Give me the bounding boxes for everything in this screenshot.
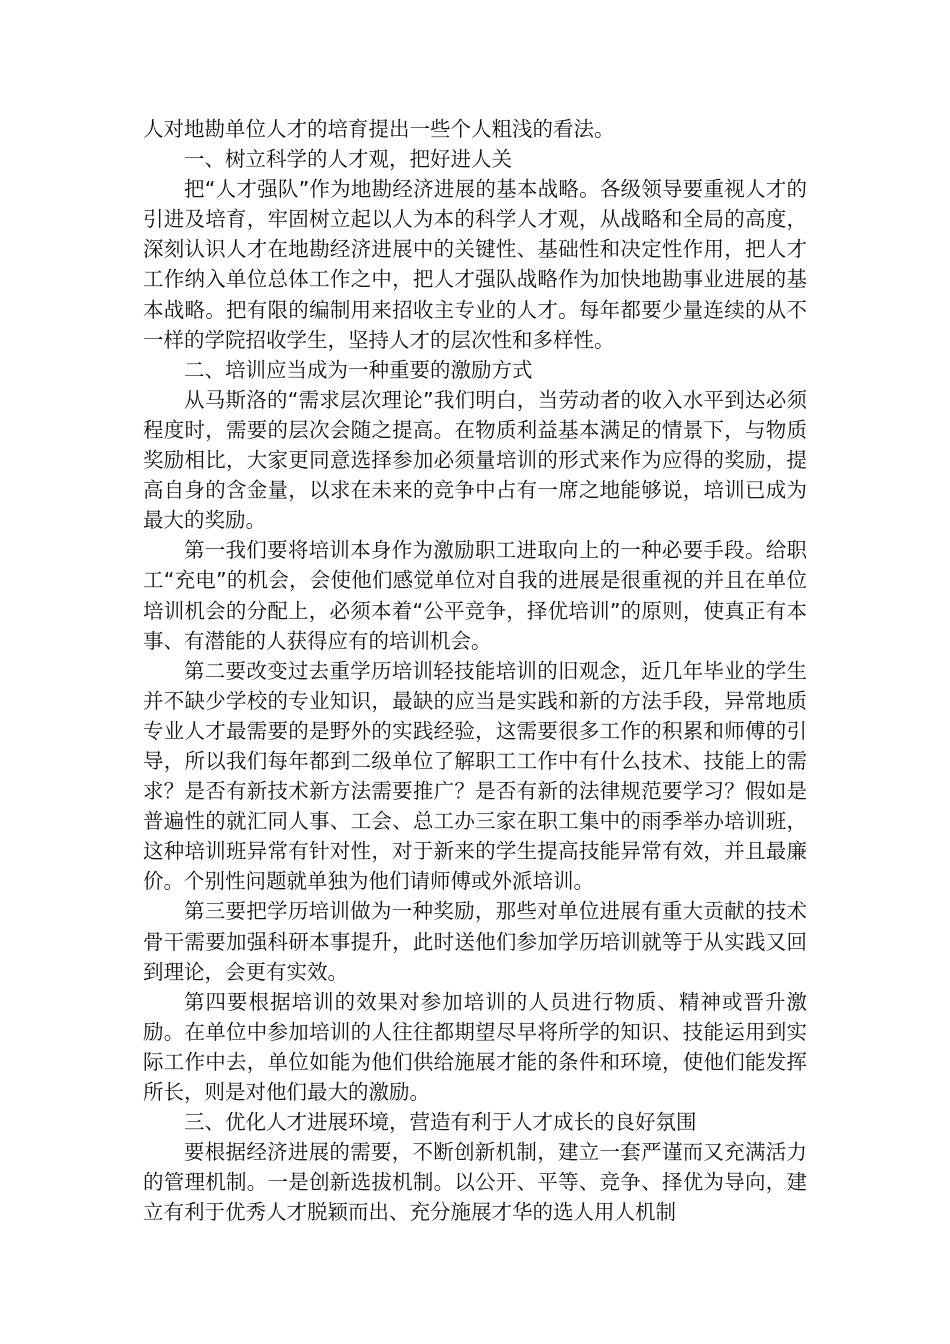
paragraph-first-point: 第一我们要将培训本身作为激励职工进取向上的一种必要手段。给职工“充电”的机会，会使他们感觉单位对自我的进展是很重视的并且在单位培训机会的分配上，必须本着“公平竞争，择优培训”的原则，使真正有本事、有潜能的人获得应有的培训机会。 bbox=[143, 538, 807, 653]
paragraph-fourth-point: 第四要根据培训的效果对参加培训的人员进行物质、精神或晋升激励。在单位中参加培训的人往往都期望尽早将所学的知识、技能运用到实际工作中去，单位如能为他们供给施展才能的条件和环境，使他们能发挥所长，则是对他们最大的激励。 bbox=[143, 989, 807, 1104]
paragraph-mechanism: 要根据经济进展的需要，不断创新机制，建立一套严谨而又充满活力的管理机制。一是创新选拔机制。以公开、平等、竞争、择优为导向，建立有利于优秀人才脱颖而出、充分施展才华的选人用人机制 bbox=[143, 1140, 807, 1225]
paragraph-talent-strategy: 把“人才强队”作为地勘经济进展的基本战略。各级领导要重视人才的引进及培育，牢固树立起以人为本的科学人才观，从战略和全局的高度，深刻认识人才在地勘经济进展中的关键性、基础性和决定性作用，把人才工作纳入单位总体工作之中，把人才强队战略作为加快地勘事业进展的基本战略。把有限的编制用来招收主专业的人才。每年都要少量连续的从不一样的学院招收学生，坚持人才的层次性和多样性。 bbox=[143, 177, 807, 352]
paragraph-intro-tail: 人对地勘单位人才的培育提出一些个人粗浅的看法。 bbox=[143, 117, 615, 141]
paragraph-third-point: 第三要把学历培训做为一种奖励，那些对单位进展有重大贡献的技术骨干需要加强科研本事提升，此时送他们参加学历培训就等于从实践又回到理论，会更有实效。 bbox=[143, 899, 807, 984]
heading-section-2: 二、培训应当成为一种重要的激励方式 bbox=[184, 357, 533, 382]
paragraph-second-point: 第二要改变过去重学历培训轻技能培训的旧观念，近几年毕业的学生并不缺少学校的专业知识，最缺的应当是实践和新的方法手段，异常地质专业人才最需要的是野外的实践经验，这需要很多工作的积累和师傅的引导，所以我们每年都到二级单位了解职工工作中有什么技术、技能上的需求？是否有新技术新方法需要推广？是否有新的法律规范要学习？假如是普遍性的就汇同人事、工会、总工办三家在职工集中的雨季举办培训班，这种培训班异常有针对性，对于新来的学生提高技能异常有效，并且最廉价。个别性问题就单独为他们请师傅或外派培训。 bbox=[143, 658, 807, 894]
heading-section-3: 三、优化人才进展环境，营造有利于人才成长的良好氛围 bbox=[184, 1110, 697, 1135]
paragraph-maslow: 从马斯洛的“需求层次理论”我们明白，当劳动者的收入水平到达必须程度时，需要的层次会随之提高。在物质利益基本满足的情景下，与物质奖励相比，大家更同意选择参加必须量培训的形式来作为应得的奖励，提高自身的含金量，以求在未来的竞争中占有一席之地能够说，培训已成为最大的奖励。 bbox=[143, 387, 807, 533]
document-body bbox=[143, 114, 807, 1227]
heading-section-1: 一、树立科学的人才观，把好进人关 bbox=[184, 147, 512, 172]
